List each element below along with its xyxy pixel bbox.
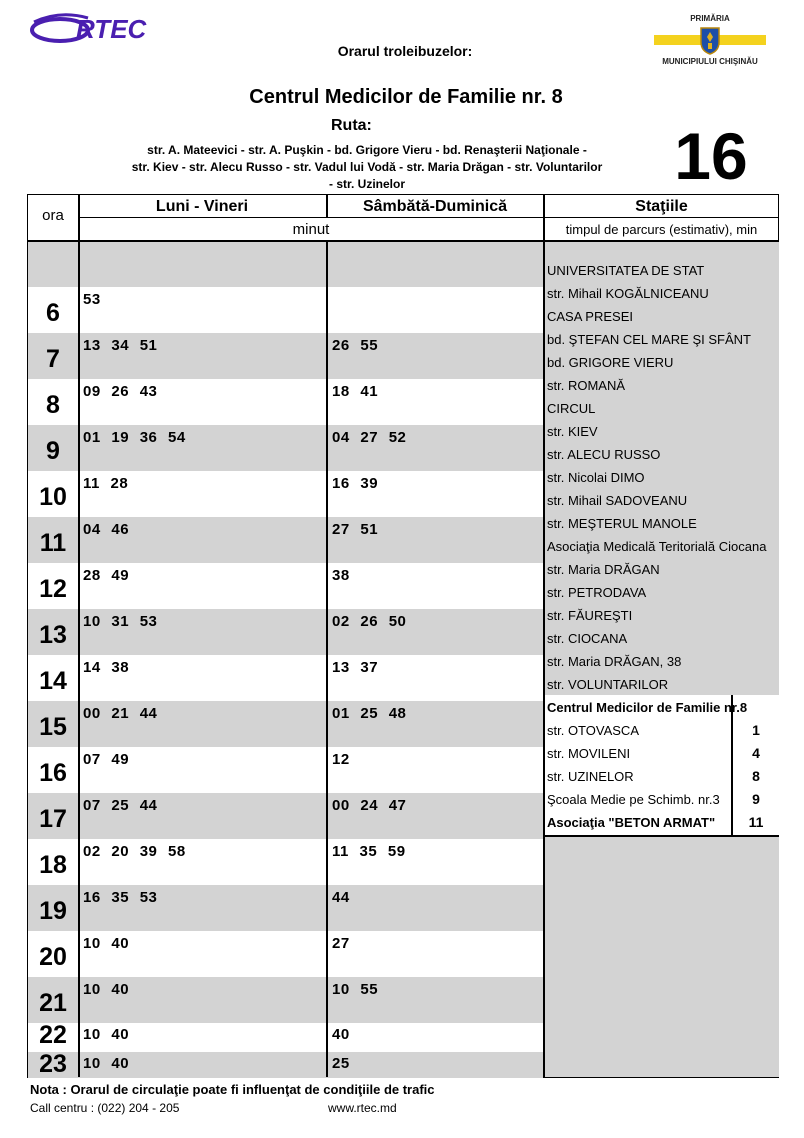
rtec-logo	[30, 8, 190, 48]
weekend-minutes: 27 51	[332, 521, 379, 538]
weekday-minutes: 16 35 53	[83, 889, 158, 906]
hour-cell: 7	[46, 345, 60, 373]
station-name: Asociaţia "BETON ARMAT"	[547, 815, 716, 830]
station-name: str. MEŞTERUL MANOLE	[547, 516, 697, 531]
footer-note: Nota : Orarul de circulaţie poate fi influenţat de condiţiile de trafic	[30, 1082, 435, 1097]
station-travel-time: 9	[752, 791, 760, 807]
weekday-minutes: 01 19 36 54	[83, 429, 186, 446]
hour-cell: 12	[39, 575, 67, 603]
weekday-minutes: 14 38	[83, 659, 130, 676]
weekday-minutes: 10 40	[83, 935, 130, 952]
hour-cell: 8	[46, 391, 60, 419]
route-line: str. Kiev - str. Alecu Russo - str. Vadul lui Vodă - str. Maria Drăgan - str. Voluntarilor	[131, 160, 603, 174]
station-name: str. KIEV	[547, 424, 598, 439]
weekend-minutes: 16 39	[332, 475, 379, 492]
website-link[interactable]: www.rtec.md	[328, 1101, 397, 1115]
station-name: str. Mihail SADOVEANU	[547, 493, 688, 508]
station-name: CASA PRESEI	[547, 309, 633, 324]
weekend-minutes: 26 55	[332, 337, 379, 354]
station-name: str. VOLUNTARILOR	[547, 677, 669, 692]
station-name: str. FĂUREŞTI	[547, 608, 633, 623]
coat-of-arms-icon	[698, 25, 722, 55]
station-name: str. UZINELOR	[547, 769, 634, 784]
hour-cell: 6	[46, 299, 60, 327]
hour-cell: 16	[39, 759, 67, 787]
station-name: Centrul Medicilor de Familie nr.8	[547, 700, 748, 715]
hour-cell: 9	[46, 437, 60, 465]
station-name: str. CIOCANA	[547, 631, 628, 646]
weekend-minutes: 04 27 52	[332, 429, 407, 446]
station-name: str. Maria DRĂGAN, 38	[547, 654, 682, 669]
hour-cell: 15	[39, 713, 67, 741]
weekend-minutes: 02 26 50	[332, 613, 407, 630]
station-travel-time: 8	[752, 768, 760, 784]
weekend-minutes: 11 35 59	[332, 843, 406, 860]
weekend-minutes: 13 37	[332, 659, 379, 676]
station-travel-time: 1	[752, 722, 760, 738]
weekday-minutes: 09 26 43	[83, 383, 158, 400]
station-name: str. MOVILENI	[547, 746, 631, 761]
hour-cell: 13	[39, 621, 67, 649]
weekday-minutes: 11 28	[83, 475, 129, 492]
route-line: str. A. Mateevici - str. A. Puşkin - bd. Grigore Vieru - bd. Renaşterii Naţionale -	[147, 143, 587, 157]
header-title: Orarul troleibuzelor:	[337, 43, 473, 59]
station-name: str. Nicolai DIMO	[547, 470, 645, 485]
hour-cell: 20	[39, 943, 67, 971]
hour-cell: 23	[39, 1050, 67, 1078]
hour-cell: 21	[39, 989, 67, 1017]
hour-cell: 11	[39, 529, 67, 557]
weekend-minutes: 12	[332, 751, 350, 768]
station-name: str. OTOVASCA	[547, 723, 639, 738]
weekday-minutes: 02 20 39 58	[83, 843, 186, 860]
station-name: str. ROMANĂ	[547, 378, 626, 393]
station-name: str. Maria DRĂGAN	[547, 562, 660, 577]
station-travel-time: 11	[748, 814, 764, 830]
weekday-minutes: 00 21 44	[83, 705, 158, 722]
primaria-bottom-text: MUNICIPIULUI CHIŞINĂU	[662, 57, 758, 66]
hour-cell: 10	[39, 483, 67, 511]
timetable	[27, 194, 779, 1078]
route-line: - str. Uzinelor	[328, 177, 405, 191]
weekday-minutes: 04 46	[83, 521, 130, 538]
hour-cell: 18	[39, 851, 67, 879]
primaria-logo	[650, 14, 770, 72]
call-center: Call centru : (022) 204 - 205	[30, 1101, 180, 1115]
station-name: str. PETRODAVA	[547, 585, 647, 600]
station-name: Şcoala Medie pe Schimb. nr.3	[547, 792, 720, 807]
hour-header: ora	[42, 207, 64, 224]
station-name: bd. GRIGORE VIERU	[547, 355, 674, 370]
hour-cell: 22	[39, 1021, 67, 1049]
weekend-minutes: 18 41	[332, 383, 379, 400]
stations-header: Staţiile	[635, 198, 688, 215]
weekend-minutes: 01 25 48	[332, 705, 407, 722]
weekday-minutes: 10 40	[83, 1055, 130, 1072]
station-name: str. Mihail KOGĂLNICEANU	[547, 286, 709, 301]
route-description	[68, 142, 666, 193]
weekend-header: Sâmbătă-Duminică	[362, 198, 508, 215]
weekday-minutes: 53	[83, 291, 101, 308]
hour-cell: 17	[39, 805, 67, 833]
weekend-minutes: 27	[332, 935, 350, 952]
weekday-minutes: 07 49	[83, 751, 130, 768]
weekend-minutes: 40	[332, 1026, 350, 1043]
weekend-minutes: 10 55	[332, 981, 379, 998]
route-label: Ruta:	[331, 117, 372, 134]
station-name: UNIVERSITATEA DE STAT	[547, 263, 705, 278]
weekend-minutes: 25	[332, 1055, 350, 1072]
logo-text: RTEC	[76, 14, 147, 44]
route-number: 16	[674, 119, 748, 193]
hour-cell: 14	[39, 667, 67, 695]
station-name: Asociaţia Medicală Teritorială Ciocana	[547, 539, 767, 554]
travel-time-header: timpul de parcurs (estimativ), min	[565, 222, 758, 237]
weekday-minutes: 13 34 51	[83, 337, 158, 354]
weekday-minutes: 10 40	[83, 981, 130, 998]
minute-header: minut	[292, 221, 330, 238]
weekday-minutes: 07 25 44	[83, 797, 158, 814]
weekday-minutes: 10 40	[83, 1026, 130, 1043]
weekend-minutes: 00 24 47	[332, 797, 407, 814]
hour-cell: 19	[39, 897, 67, 925]
primaria-top-text: PRIMĂRIA	[690, 14, 730, 23]
weekend-minutes: 44	[332, 889, 350, 906]
stop-title: Centrul Medicilor de Familie nr. 8	[249, 86, 563, 108]
station-name: str. ALECU RUSSO	[547, 447, 661, 462]
station-name: CIRCUL	[547, 401, 596, 416]
station-travel-time: 4	[752, 745, 760, 761]
station-name: bd. ŞTEFAN CEL MARE ŞI SFÂNT	[547, 332, 751, 347]
weekday-minutes: 28 49	[83, 567, 130, 584]
weekday-minutes: 10 31 53	[83, 613, 158, 630]
weekday-header: Luni - Vineri	[155, 198, 249, 215]
weekend-minutes: 38	[332, 567, 350, 584]
